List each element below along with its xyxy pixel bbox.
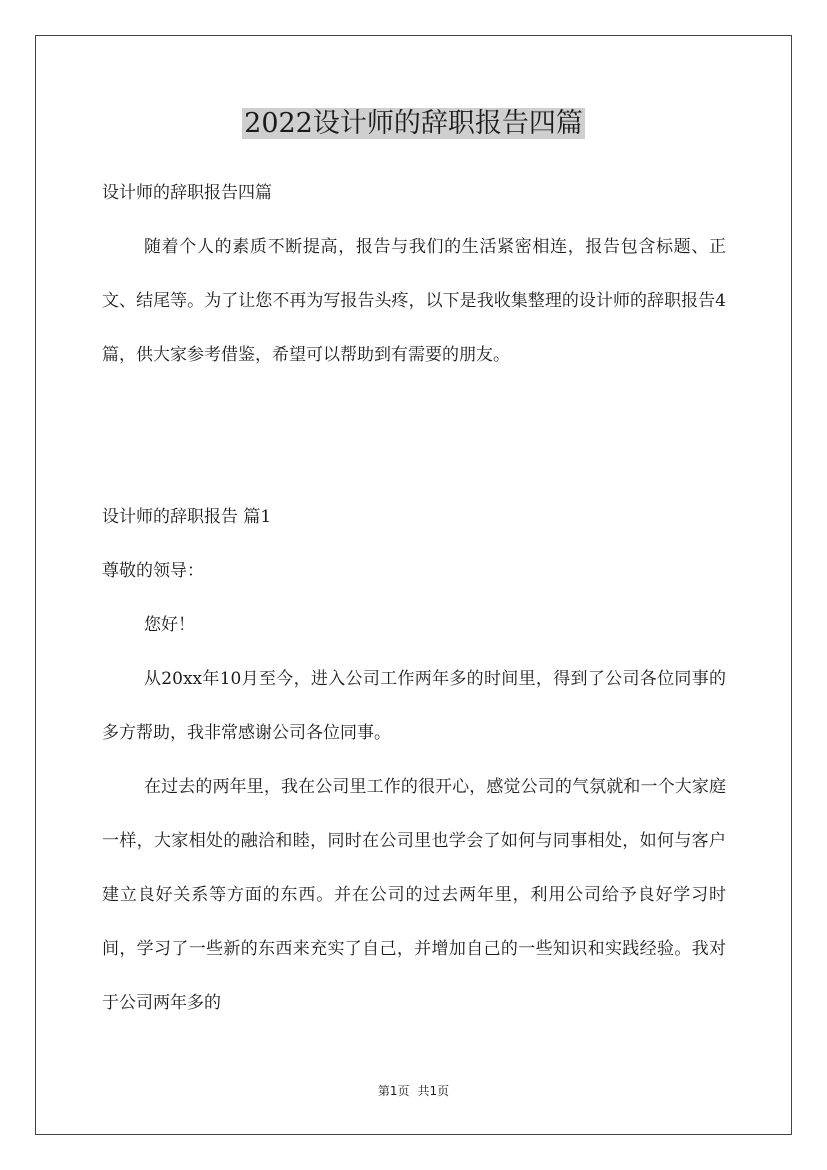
greeting: 您好！ [144,615,195,635]
document-title [0,104,827,144]
document-title-text: 2022设计师的辞职报告四篇 [244,108,583,139]
section-heading: 设计师的辞职报告 篇1 [102,507,272,527]
page-total: 共1页 [417,1084,450,1098]
body-paragraph-1: 从20xx年10月至今，进入公司工作两年多的时间里，得到了公司各位同事的多方帮助，我非常感谢公司各位同事。 [102,669,726,743]
salutation: 尊敬的领导： [102,561,204,581]
body-paragraph-2: 在过去的两年里，我在公司里工作的很开心，感觉公司的气氛就和一个大家庭一样，大家相处的融洽和睦，同时在公司里也学会了如何与同事相处，如何与客户建立良好关系等方面的东西。并在公司的过去两年里，利用公司给予良好学习时间，学习了一些新的东西来充实了自己，并增加自己的一些知识和实践经验。我对于公司两年多的 [102,777,726,1013]
page-footer [0,1082,827,1099]
intro-paragraph: 随着个人的素质不断提高，报告与我们的生活紧密相连，报告包含标题、正文、结尾等。为了让您不再为写报告头疼，以下是我收集整理的设计师的辞职报告4篇，供大家参考借鉴，希望可以帮助到有需要的朋友。 [102,237,726,365]
page-number: 第1页 [377,1084,410,1098]
document-subtitle: 设计师的辞职报告四篇 [102,183,272,203]
